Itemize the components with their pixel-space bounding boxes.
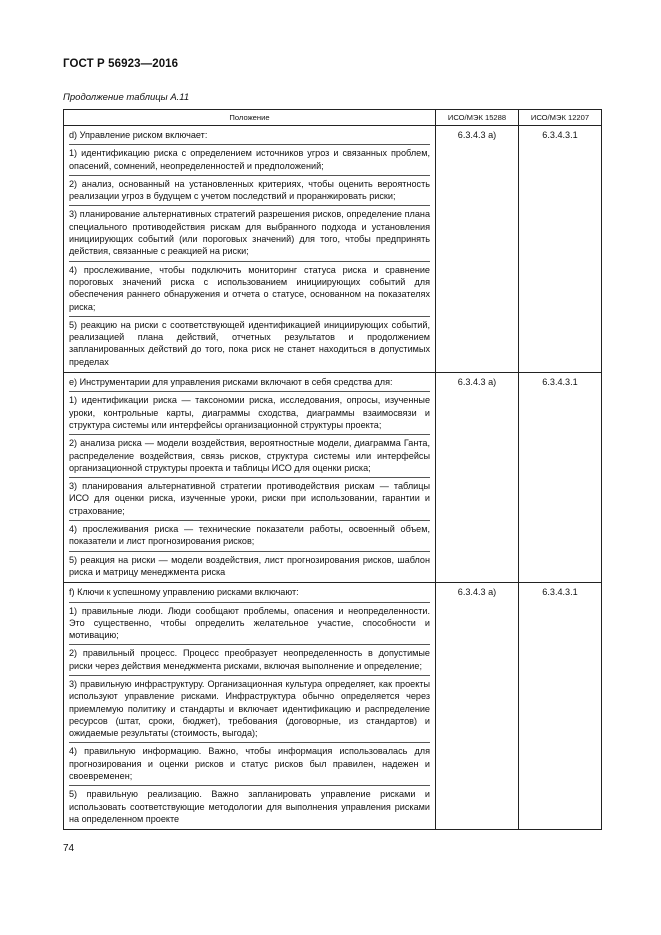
iso15288-ref: 6.3.4.3 а)	[457, 130, 497, 140]
table-row	[64, 583, 602, 830]
list-item: 1) идентификацию риска с определением источников угроз и связанных проблем, опасений, сомнений, неопределенностей и предположений;	[69, 144, 430, 172]
list-item: 3) планирование альтернативных стратегий разрешения рисков, определение плана специального противодействия рискам для выбранного подхода и установления инициирующих событий (или пороговых значений) для того, чтобы предпринять действия, связанные с реакцией на риски;	[69, 205, 430, 257]
column-header-iso15288: ИСО/МЭК 15288	[436, 110, 519, 126]
list-item: 1) правильные люди. Люди сообщают проблемы, опасения и неопределенности. Это существенно, чтобы определить желательное участие, способности и мотивацию;	[69, 602, 430, 642]
table-header-row	[64, 110, 602, 126]
document-title: ГОСТ Р 56923—2016	[63, 58, 179, 70]
iso12207-ref-cell	[519, 373, 602, 583]
list-item: 2) правильный процесс. Процесс преобразует неопределенность в допустимые риски через действия менеджмента рисками, включая выполнение и определение;	[69, 644, 430, 672]
list-item: 2) анализа риска — модели воздействия, вероятностные модели, диаграмма Ганта, распределение воздействия, связь рисков, структура системы или интерфейсы организационной структуры проекта и таблицы ИСО для оценки риска;	[69, 434, 430, 474]
list-item: 3) планирования альтернативной стратегии противодействия рискам — таблицы ИСО для оценки риска, изученные уроки, риски при использовании, гарантии и страхование;	[69, 477, 430, 517]
row-heading: е) Инструментарии для управления рисками включают в себя средства для:	[69, 377, 393, 388]
iso12207-ref: 6.3.4.3.1	[542, 130, 578, 140]
list-item: 5) реакцию на риски с соответствующей идентификацией инициирующих событий, реализацией плана действий, отчетных результатов и продолжением запланированных действий до того, пока риск не станет находиться в допустимых пределах	[69, 316, 430, 368]
iso12207-ref: 6.3.4.3.1	[542, 587, 578, 598]
provision-cell	[64, 583, 436, 830]
iso12207-ref-cell	[519, 583, 602, 830]
iso15288-ref-cell	[436, 373, 519, 583]
provision-cell	[64, 373, 436, 583]
row-heading: d) Управление риском включает:	[69, 130, 208, 140]
list-item: 1) идентификации риска — таксономии риска, исследования, опросы, изученные уроки, контрольные карты, диаграммы сходства, диаграммы взаимосвязи и структура системы или интерфейсы организационной структуры проекта;	[69, 391, 430, 431]
page-number: 74	[63, 843, 75, 854]
row-heading: f) Ключи к успешному управлению рисками включают:	[69, 587, 299, 598]
table-row	[64, 373, 602, 583]
column-header-iso12207: ИСО/МЭК 12207	[519, 110, 602, 126]
list-item: 4) прослеживание, чтобы подключить мониторинг статуса риска и сравнение пороговых значений риска с использованием инициирующих событий для обеспечения раннего обнаружения и отчета о статусе, основанном на показателях риска;	[69, 261, 430, 313]
list-item: 4) прослеживания риска — технические показатели работы, освоенный объем, показатели и лист прогнозирования рисков;	[69, 520, 430, 548]
provision-cell	[64, 126, 436, 373]
column-header-provision: Положение	[64, 110, 436, 126]
table-caption: Продолжение таблицы А.11	[63, 92, 190, 103]
iso15288-ref: 6.3.4.3 а)	[457, 587, 497, 598]
iso15288-ref-cell	[436, 583, 519, 830]
requirements-table	[63, 109, 602, 830]
iso12207-ref: 6.3.4.3.1	[542, 377, 578, 388]
table-row	[64, 126, 602, 373]
list-item: 4) правильную информацию. Важно, чтобы информация использовалась для прогнозирования и оценки рисков и статус рисков был правилен, надежен и своевременен;	[69, 742, 430, 782]
list-item: 5) правильную реализацию. Важно запланировать управление рисками и использовать соответствующие методологии для выполнения управления рисками на определенном проекте	[69, 785, 430, 825]
list-item: 2) анализ, основанный на установленных критериях, чтобы оценить вероятность реализации угроз в будущем с учетом последствий и проранжировать риски;	[69, 175, 430, 203]
iso15288-ref: 6.3.4.3 а)	[457, 377, 497, 388]
iso12207-ref-cell	[519, 126, 602, 373]
list-item: 5) реакция на риски — модели воздействия, лист прогнозирования рисков, шаблон риска и матрицу менеджмента риска	[69, 551, 430, 579]
list-item: 3) правильную инфраструктуру. Организационная культура определяет, как проекты используют управление рисками. Инфраструктура обычно определяется через приемлемую политику и стандарты и включает идентификацию и распределение ресурсов (штат, сроки, бюджет), требования (договорные, из стандартов) и ожидаемые результаты (стоимость, выгода);	[69, 675, 430, 739]
iso15288-ref-cell	[436, 126, 519, 373]
